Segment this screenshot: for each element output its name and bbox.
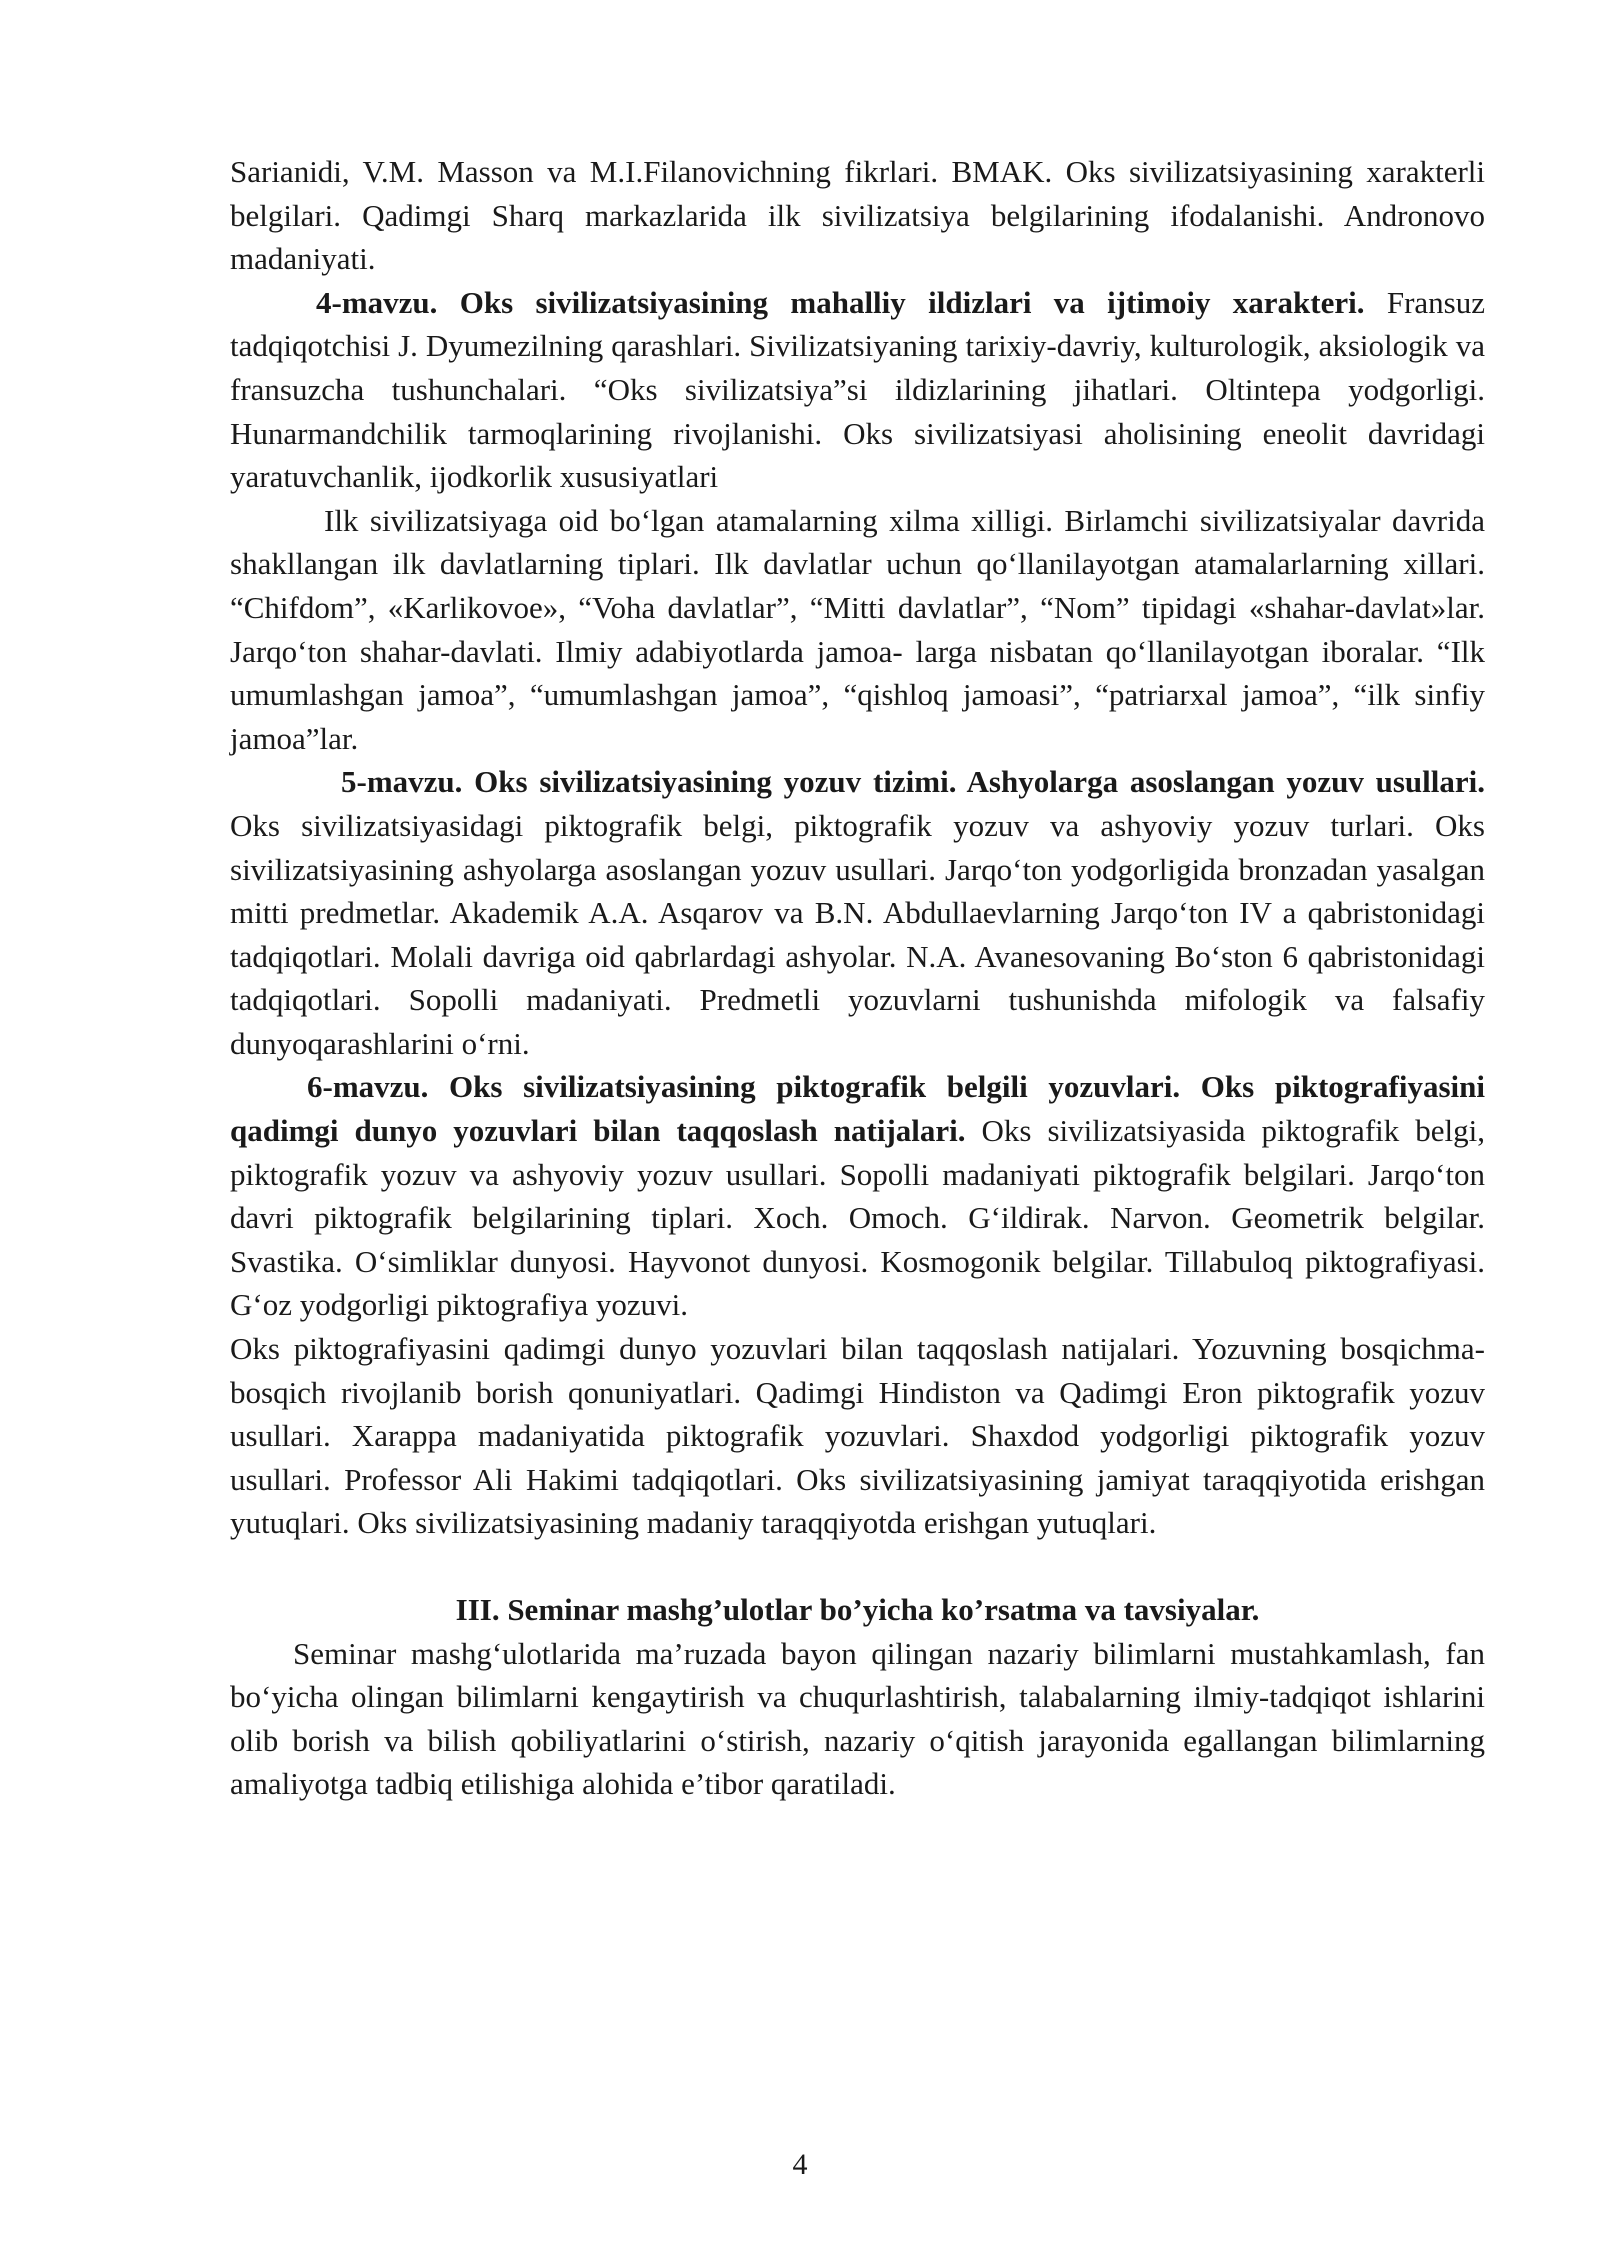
topic-4-title: 4-mavzu. Oks sivilizatsiyasining mahalliy ildizlari va ijtimoiy xarakteri. <box>316 284 1365 320</box>
section-3-heading: III. Seminar mashg’ulotlar bo’yicha ko’rsatma va tavsiyalar. <box>455 1592 1260 1627</box>
paragraph-topic-6 <box>230 1065 1485 1327</box>
section-3-body: Seminar mashg‘ulotlarida ma’ruzada bayon qilingan nazariy bilimlarni mustahkamlash, fan bo‘yicha olingan bilimlarni kengaytirish va chuqurlashtirish, talabalarning ilmiy-tadqiqot ishlarini olib borish va bilish qobiliyatlarini o‘stirish, nazariy o‘qitish jarayonida egallangan bilimlarning amaliyotga tadbiq etilishiga alohida e’tibor qaratiladi. <box>230 1635 1485 1802</box>
paragraph-early-states: Ilk sivilizatsiyaga oid bo‘lgan atamalarning xilma xilligi. Birlamchi sivilizatsiyalar davrida shakllangan ilk davlatlarning tiplari. Ilk davlatlar uchun qo‘llanilayotgan atamalarlarning xillari. “Chifdom”, «Karlikovoe», “Voha davlatlar”, “Mitti davlatlar”, “Nom” tipidagi «shahar-davlat»lar. Jarqo‘ton shahar-davlati. Ilmiy adabiyotlarda jamoa- larga nisbatan qo‘llanilayotgan iboralar. “Ilk umumlashgan jamoa”, “umumlashgan jamoa”, “qishloq jamoasi”, “patriarxal jamoa”, “ilk sinfiy jamoa”lar. <box>230 502 1485 756</box>
paragraph-comparison: Oks piktografiyasini qadimgi dunyo yozuvlari bilan taqqoslash natijalari. Yozuvning bosqichma-bosqich rivojlanib borish qonuniyatlari. Qadimgi Hindiston va Qadimgi Eron piktografik yozuv usullari. Xarappa madaniyatida piktografik yozuvlari. Shaxdod yodgorligi piktografik yozuv usullari. Professor Ali Hakimi tadqiqotlari. Oks sivilizatsiyasining jamiyat taraqqiyotida erishgan yutuqlari. Oks sivilizatsiyasining madaniy taraqqiyotda erishgan yutuqlari. <box>230 1331 1485 1541</box>
page-number: 4 <box>792 2148 808 2181</box>
document-page <box>230 150 1485 1806</box>
topic-5-body: Oks sivilizatsiyasidagi piktografik belgi, piktografik yozuv va ashyoviy yozuv turlari. Oks sivilizatsiyasining ashyolarga asoslangan yozuv usullari. Jarqo‘ton yodgorligida bronzadan yasalgan mitti predmetlar. Akademik A.A. Asqarov va B.N. Abdullaevlarning Jarqo‘ton IV a qabristonidagi tadqiqotlari. Molali davriga oid qabrlardagi ashyolar. N.A. Avanesovaning Bo‘ston 6 qabristonidagi tadqiqotlari. Sopolli madaniyati. Predmetli yozuvlarni tushunishda mifologik va falsafiy dunyoqarashlarini o‘rni. <box>230 807 1485 1061</box>
paragraph-spacer <box>230 1545 1485 1588</box>
paragraph-topic-4 <box>230 281 1485 499</box>
topic-6-title: 6-mavzu. Oks sivilizatsiyasining piktografik belgili yozuvlari. Oks piktografiyasini qadimgi dunyo yozuvlari bilan taqqoslash natijalari. <box>230 1069 1485 1149</box>
topic-5-title: 5-mavzu. Oks sivilizatsiyasining yozuv tizimi. Ashyolarga asoslangan yozuv usullari. <box>341 764 1485 800</box>
topic-4-body: Fransuz tadqiqotchisi J. Dyumezilning qarashlari. Sivilizatsiyaning tarixiy-davriy, kulturologik, aksiologik va fransuzcha tushunchalari. “Oks sivilizatsiya”si ildizlarining jihatlari. Oltintepa yodgorligi. Hunarmandchilik tarmoqlarining rivojlanishi. Oks sivilizatsiyasi aholisining eneolit davridagi yaratuvchanlik, ijodkorlik xususiyatlari <box>230 284 1485 495</box>
paragraph-intro: Sarianidi, V.M. Masson va M.I.Filanovichning fikrlari. BMAK. Oks sivilizatsiyasining xarakterli belgilari. Qadimgi Sharq markazlarida ilk sivilizatsiya belgilarining ifodalanishi. Andronovo madaniyati. <box>230 154 1485 277</box>
topic-6-body: Oks sivilizatsiyasida piktografik belgi, piktografik yozuv va ashyoviy yozuv usullari. Sopolli madaniyati piktografik belgilari. Jarqo‘ton davri piktografik belgilarining tiplari. Xoch. Omoch. G‘ildirak. Narvon. Geometrik belgilar. Svastika. O‘simliklar dunyosi. Hayvonot dunyosi. Kosmogonik belgilar. Tillabuloq piktografiyasi. G‘oz yodgorligi piktografiya yozuvi. <box>230 1113 1485 1323</box>
paragraph-topic-5 <box>230 760 1485 1065</box>
